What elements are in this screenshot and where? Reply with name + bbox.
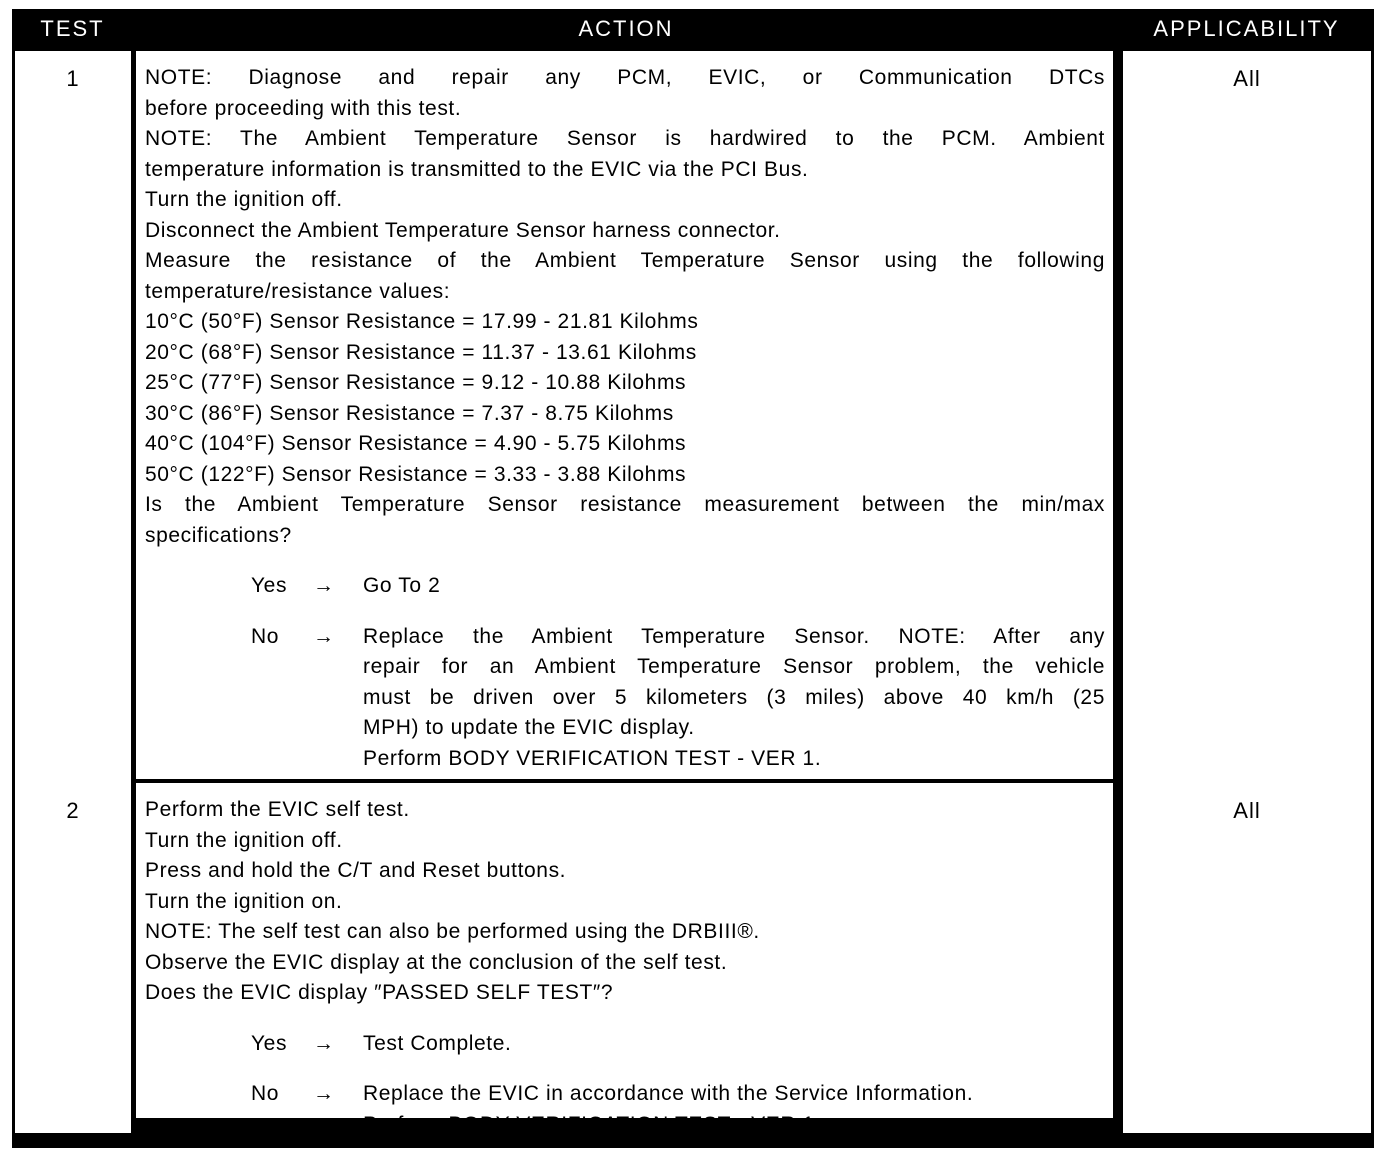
arrow-right-icon: →: [313, 574, 335, 597]
header-applicability: APPLICABILITY: [1153, 15, 1340, 41]
action-line: Turn the ignition off.: [145, 188, 343, 211]
test-number-1: 1: [15, 51, 131, 794]
test-table: [12, 9, 1374, 1148]
action-line: Turn the ignition on.: [145, 889, 343, 913]
header-action: ACTION: [578, 15, 674, 41]
no-response-2: [145, 1079, 1105, 1140]
action-line: Turn the ignition off.: [145, 828, 343, 852]
no-result-line: Replace the Ambient Temperature Sensor. NOTE: After any: [363, 624, 1105, 648]
action-line: NOTE: The self test can also be performed using the DRBIII®.: [145, 920, 760, 943]
yes-response-1: [145, 571, 1105, 602]
action-line: 50°C (122°F) Sensor Resistance = 3.33 - 3.88 Kilohms: [145, 462, 687, 486]
no-label: No: [251, 624, 280, 648]
action-line: 25°C (77°F) Sensor Resistance = 9.12 - 10.88 Kilohms: [145, 371, 687, 394]
action-cell-1: [136, 51, 1113, 779]
arrow-right-icon: →: [313, 624, 335, 648]
action-line: Press and hold the C/T and Reset buttons.: [145, 859, 567, 882]
no-result-line: Perform BODY VERIFICATION TEST - VER 1.: [363, 1112, 822, 1136]
yes-label: Yes: [251, 574, 288, 597]
no-response-1: [145, 622, 1105, 775]
header-test: TEST: [40, 15, 105, 41]
action-line: Observe the EVIC display at the conclusion of the self test.: [145, 950, 728, 974]
no-result-line: Replace the EVIC in accordance with the Service Information.: [363, 1082, 974, 1105]
yes-result: Test Complete.: [363, 1031, 512, 1055]
yes-label: Yes: [251, 1031, 288, 1055]
action-cell-2: [136, 783, 1113, 1136]
action-line: 30°C (86°F) Sensor Resistance = 7.37 - 8.75 Kilohms: [145, 401, 674, 425]
no-result-line: Perform BODY VERIFICATION TEST - VER 1.: [363, 746, 822, 770]
action-line: NOTE: Diagnose and repair any PCM, EVIC, or Communication DTCs: [145, 66, 1105, 89]
arrow-right-icon: →: [313, 1082, 335, 1105]
action-line: 10°C (50°F) Sensor Resistance = 17.99 - 21.81 Kilohms: [145, 310, 699, 333]
arrow-right-icon: →: [313, 1031, 335, 1055]
yes-response-2: [145, 1029, 1105, 1060]
no-result-line: must be driven over 5 kilometers (3 miles) above 40 km/h (25: [363, 685, 1105, 709]
no-label: No: [251, 1082, 280, 1105]
applicability-2: All: [1123, 783, 1371, 1133]
no-result-line: MPH) to update the EVIC display.: [363, 716, 695, 739]
action-line: Measure the resistance of the Ambient Temperature Sensor using the following: [145, 249, 1105, 272]
action-line: Is the Ambient Temperature Sensor resistance measurement between the min/max: [145, 493, 1105, 516]
action-line: Does the EVIC display ″PASSED SELF TEST″?: [145, 981, 614, 1004]
action-line: temperature information is transmitted to the EVIC via the PCI Bus.: [145, 157, 809, 181]
action-line: 20°C (68°F) Sensor Resistance = 11.37 - 13.61 Kilohms: [145, 340, 697, 364]
yes-result: Go To 2: [363, 574, 441, 597]
applicability-1: All: [1123, 51, 1371, 794]
action-line: temperature/resistance values:: [145, 279, 451, 303]
no-result-line: repair for an Ambient Temperature Sensor problem, the vehicle: [363, 655, 1105, 678]
action-line: 40°C (104°F) Sensor Resistance = 4.90 - 5.75 Kilohms: [145, 432, 687, 455]
action-line: before proceeding with this test.: [145, 96, 462, 120]
test-number-2: 2: [15, 783, 131, 1133]
action-line: Perform the EVIC self test.: [145, 798, 410, 821]
action-line: specifications?: [145, 523, 292, 547]
action-line: Disconnect the Ambient Temperature Sensor harness connector.: [145, 218, 781, 242]
action-line: NOTE: The Ambient Temperature Sensor is hardwired to the PCM. Ambient: [145, 127, 1105, 150]
